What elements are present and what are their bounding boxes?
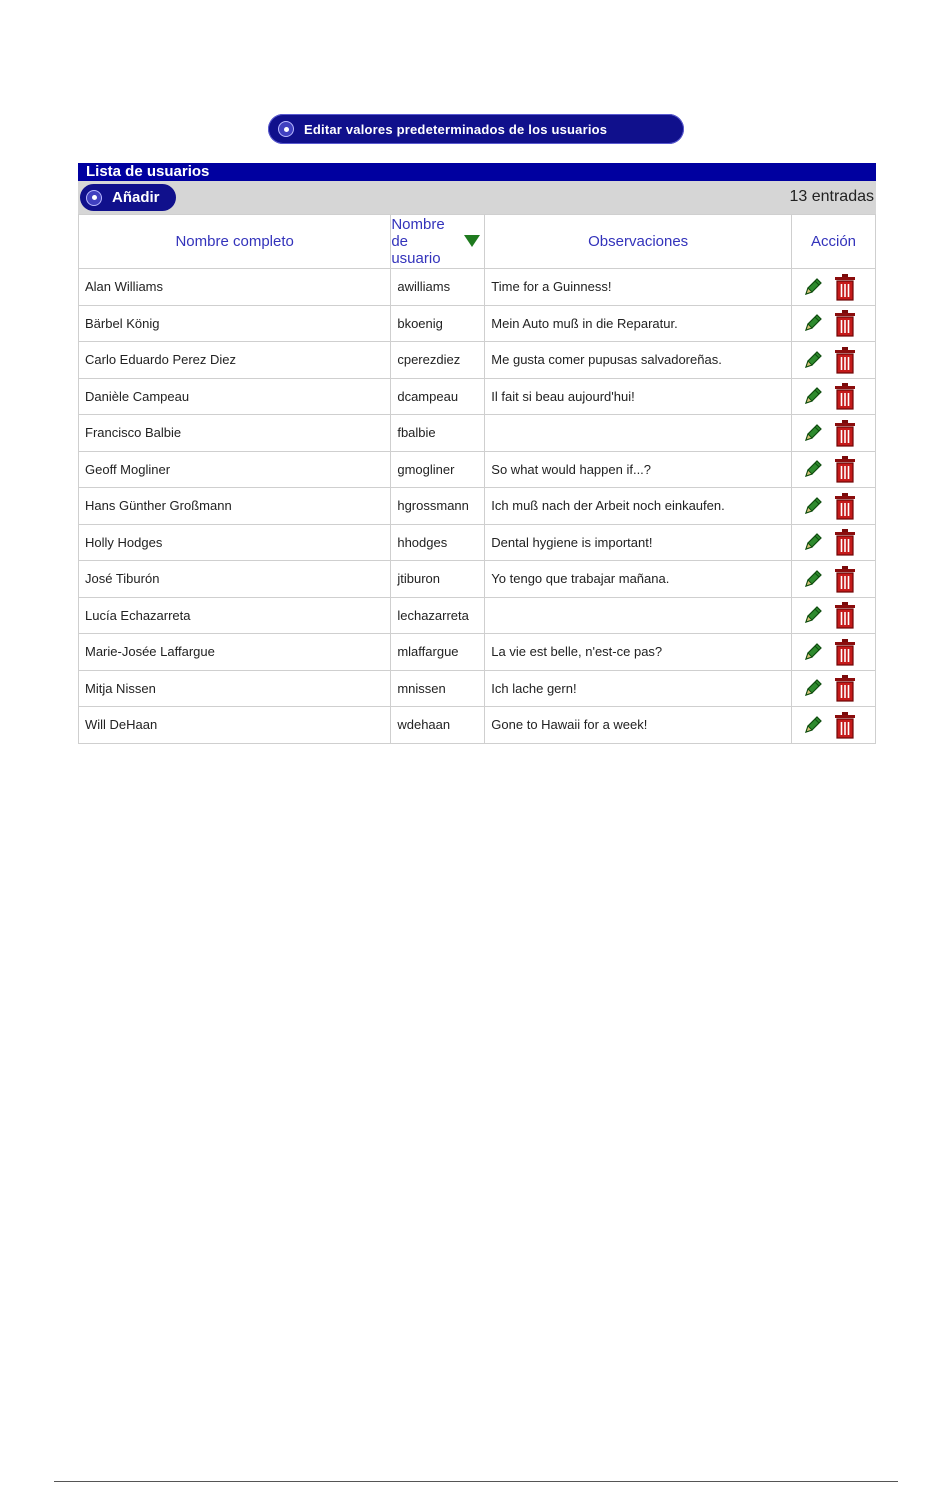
cell-full-name: Will DeHaan: [79, 707, 391, 744]
pencil-icon[interactable]: [802, 422, 824, 444]
cell-username: bkoenig: [391, 305, 485, 342]
cell-actions: [792, 378, 876, 415]
cell-username: fbalbie: [391, 415, 485, 452]
column-header-action: Acción: [792, 215, 876, 269]
table-row: [79, 488, 876, 525]
trash-icon[interactable]: [834, 528, 856, 556]
trash-icon[interactable]: [834, 492, 856, 520]
pencil-icon[interactable]: [802, 714, 824, 736]
cell-notes: [485, 415, 792, 452]
user-list-title: Lista de usuarios: [78, 163, 876, 181]
trash-icon[interactable]: [834, 346, 856, 374]
trash-icon[interactable]: [834, 711, 856, 739]
cell-notes: Yo tengo que trabajar mañana.: [485, 561, 792, 598]
cell-username: jtiburon: [391, 561, 485, 598]
cell-full-name: Geoff Mogliner: [79, 451, 391, 488]
edit-user-defaults-button[interactable]: [268, 114, 684, 144]
trash-icon[interactable]: [834, 382, 856, 410]
column-header-full-name[interactable]: Nombre completo: [79, 215, 391, 269]
cell-full-name: Hans Günther Großmann: [79, 488, 391, 525]
cell-full-name: Alan Williams: [79, 269, 391, 306]
trash-icon[interactable]: [834, 565, 856, 593]
cell-actions: [792, 561, 876, 598]
cell-notes: Il fait si beau aujourd'hui!: [485, 378, 792, 415]
cell-full-name: José Tiburón: [79, 561, 391, 598]
pencil-icon[interactable]: [802, 677, 824, 699]
cell-full-name: Holly Hodges: [79, 524, 391, 561]
trash-icon[interactable]: [834, 638, 856, 666]
cell-notes: La vie est belle, n'est-ce pas?: [485, 634, 792, 671]
bullet-icon: [278, 121, 294, 137]
pencil-icon[interactable]: [802, 531, 824, 553]
cell-actions: [792, 342, 876, 379]
entry-count: 13 entradas: [789, 188, 874, 205]
cell-actions: [792, 488, 876, 525]
cell-notes: Dental hygiene is important!: [485, 524, 792, 561]
table-row: [79, 342, 876, 379]
column-header-notes[interactable]: Observaciones: [485, 215, 792, 269]
add-user-button[interactable]: [80, 184, 176, 211]
cell-full-name: Francisco Balbie: [79, 415, 391, 452]
cell-actions: [792, 524, 876, 561]
cell-username: dcampeau: [391, 378, 485, 415]
cell-notes: [485, 597, 792, 634]
page-footer-rule: [54, 1481, 898, 1482]
cell-actions: [792, 415, 876, 452]
cell-username: hhodges: [391, 524, 485, 561]
cell-actions: [792, 634, 876, 671]
cell-notes: Mein Auto muß in die Reparatur.: [485, 305, 792, 342]
cell-notes: Ich lache gern!: [485, 670, 792, 707]
pencil-icon[interactable]: [802, 276, 824, 298]
cell-notes: So what would happen if...?: [485, 451, 792, 488]
trash-icon[interactable]: [834, 674, 856, 702]
table-row: [79, 561, 876, 598]
cell-actions: [792, 305, 876, 342]
trash-icon[interactable]: [834, 273, 856, 301]
cell-notes: Time for a Guinness!: [485, 269, 792, 306]
pencil-icon[interactable]: [802, 458, 824, 480]
cell-username: mnissen: [391, 670, 485, 707]
user-table: [78, 214, 876, 744]
cell-username: hgrossmann: [391, 488, 485, 525]
table-header-row: [79, 215, 876, 269]
table-row: [79, 524, 876, 561]
cell-username: lechazarreta: [391, 597, 485, 634]
cell-full-name: Mitja Nissen: [79, 670, 391, 707]
bullet-icon: [86, 190, 102, 206]
trash-icon[interactable]: [834, 455, 856, 483]
cell-actions: [792, 451, 876, 488]
table-row: [79, 670, 876, 707]
pencil-icon[interactable]: [802, 568, 824, 590]
edit-user-defaults-label: Editar valores predeterminados de los usuarios: [304, 121, 608, 137]
cell-actions: [792, 269, 876, 306]
user-list-toolbar: [78, 181, 876, 214]
pencil-icon[interactable]: [802, 604, 824, 626]
pencil-icon[interactable]: [802, 349, 824, 371]
column-header-username[interactable]: [391, 215, 485, 269]
sort-desc-icon[interactable]: [464, 235, 480, 247]
cell-full-name: Lucía Echazarreta: [79, 597, 391, 634]
cell-full-name: Danièle Campeau: [79, 378, 391, 415]
trash-icon[interactable]: [834, 419, 856, 447]
cell-username: cperezdiez: [391, 342, 485, 379]
add-user-label: Añadir: [112, 189, 160, 206]
cell-full-name: Carlo Eduardo Perez Diez: [79, 342, 391, 379]
column-header-username-label: Nombre de usuario: [391, 216, 445, 267]
table-row: [79, 305, 876, 342]
table-row: [79, 707, 876, 744]
table-row: [79, 415, 876, 452]
cell-username: awilliams: [391, 269, 485, 306]
pencil-icon[interactable]: [802, 641, 824, 663]
trash-icon[interactable]: [834, 601, 856, 629]
table-row: [79, 597, 876, 634]
trash-icon[interactable]: [834, 309, 856, 337]
cell-actions: [792, 707, 876, 744]
table-row: [79, 378, 876, 415]
cell-full-name: Marie-Josée Laffargue: [79, 634, 391, 671]
cell-actions: [792, 670, 876, 707]
cell-actions: [792, 597, 876, 634]
cell-full-name: Bärbel König: [79, 305, 391, 342]
table-row: [79, 634, 876, 671]
pencil-icon[interactable]: [802, 312, 824, 334]
cell-username: gmogliner: [391, 451, 485, 488]
cell-notes: Me gusta comer pupusas salvadoreñas.: [485, 342, 792, 379]
table-row: [79, 269, 876, 306]
cell-notes: Gone to Hawaii for a week!: [485, 707, 792, 744]
cell-notes: Ich muß nach der Arbeit noch einkaufen.: [485, 488, 792, 525]
cell-username: mlaffargue: [391, 634, 485, 671]
pencil-icon[interactable]: [802, 385, 824, 407]
table-row: [79, 451, 876, 488]
cell-username: wdehaan: [391, 707, 485, 744]
pencil-icon[interactable]: [802, 495, 824, 517]
